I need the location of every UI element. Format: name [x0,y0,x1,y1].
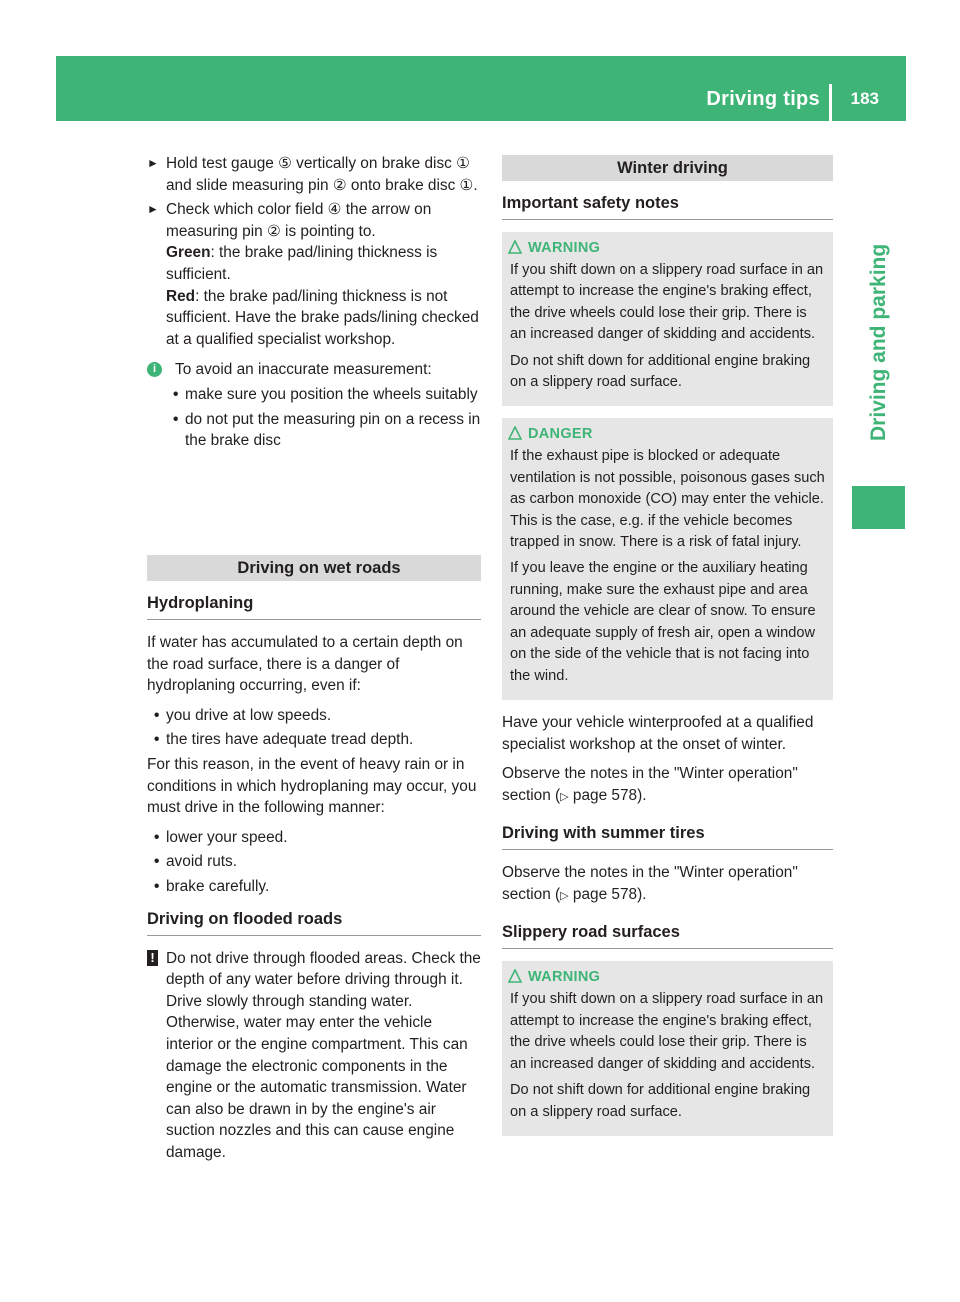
list-item-text: brake carefully. [166,877,270,895]
list-item-text: do not put the measuring pin on a recess in the brake disc [185,410,481,450]
heading-hydroplaning: Hydroplaning [147,592,481,620]
page-ref-link[interactable]: page 578). [568,786,647,804]
summer-ref [502,862,833,907]
green-note [147,242,481,285]
winterproof-text: Have your vehicle winterproofed at a qualified specialist workshop at the onset of winter. [502,713,814,753]
step-text: Check which color field ④ the arrow on measuring pin ② is pointing to. [166,201,432,240]
instruction-step [147,199,481,242]
danger-text: If you leave the engine or the auxiliary heating running, make sure the exhaust pipe and area around the vehicle are clear of snow. To ensure an adequate supply of fresh air, open a window on the side of the vehicle that is not facing into the wind. [510,560,816,684]
observe-text: Observe the notes in the "Winter operation" section ( [502,765,798,804]
danger-title: DANGER [528,426,593,443]
list-item-text: avoid ruts. [166,853,238,871]
caution-text: Do not drive through flooded areas. Check the depth of any water before driving through it. Drive slowly through standing water. Otherwise, water may enter the vehicle interior or the engine compartment. This can damage the electronic components in the engine or the automatic transmission. Water can also be drawn in by the engine's air suction nozzles and this can cause engine damage. [166,949,481,1161]
page-ref-arrow-icon: ▷ [560,889,569,902]
list-item: • brake carefully. [154,877,270,895]
page-ref-link[interactable]: page 578). [568,885,647,903]
page-title: Driving tips [706,88,820,110]
left-column-lower [147,555,481,1163]
red-text: : the brake pad/lining thickness is not sufficient. Have the brake pads/lining checked at a qualified specialist workshop. [166,287,479,348]
info-icon: i [147,362,162,377]
list-item: • lower your speed. [154,828,288,846]
caution-note [147,948,481,1164]
green-label: Green [166,244,211,262]
info-note [147,359,481,451]
section-title-winter: Winter driving [502,155,833,181]
warning-title: WARNING [528,240,601,256]
hydroplaning-text: For this reason, in the event of heavy rain or in conditions in which hydroplaning may occur, you must drive in the following manner: [147,755,477,817]
warning-text: If you shift down on a slippery road surface in an attempt to increase the engine's braking effect, the drive wheels could lose their grip. There is an increased danger of skidding and accidents. [510,262,824,343]
warning-heading [510,238,825,258]
danger-heading [510,424,825,444]
green-text: : the brake pad/lining thickness is sufficient. [166,244,438,283]
heading-slippery-roads: Slippery road surfaces [502,921,833,949]
list-item: • the tires have adequate tread depth. [154,731,414,749]
heading-summer-tires: Driving with summer tires [502,822,833,850]
warning-triangle-icon [508,240,522,254]
left-column [147,153,481,455]
info-intro: To avoid an inaccurate measurement: [175,361,432,379]
list-item-text: you drive at low speeds. [166,706,332,724]
list-item: • do not put the measuring pin on a recess in the brake disc [173,410,481,450]
list-item: • avoid ruts. [154,853,238,871]
red-note [147,286,481,351]
list-item-text: the tires have adequate tread depth. [166,731,414,749]
warning-box [502,961,833,1135]
winter-ref [502,763,833,808]
list-item: • you drive at low speeds. [154,706,332,724]
header-separator [829,84,832,121]
list-item: • make sure you position the wheels suitably [173,385,478,403]
section-title-wet-roads: Driving on wet roads [147,555,481,581]
instruction-step [147,153,481,196]
page-ref-arrow-icon: ▷ [560,790,569,803]
page-number: 183 [850,89,879,108]
section-side-label: Driving and parking [867,243,890,441]
warning-triangle-icon [508,969,522,983]
step-text: Hold test gauge ⑤ vertically on brake disc ① and slide measuring pin ② onto brake disc ①. [166,155,478,194]
exclamation-icon: ! [147,950,158,966]
side-tab-marker [852,486,905,529]
danger-text: If the exhaust pipe is blocked or adequate ventilation is not possible, poisonous gases such as carbon monoxide (CO) may enter the vehicle. This is the case, e.g. if the vehicle becomes trapped in snow. There is a risk of fatal injury. [510,448,825,551]
warning-box [502,232,833,406]
warning-title: WARNING [528,969,601,986]
red-label: Red [166,287,196,305]
warning-heading [510,967,825,987]
hydroplaning-intro: If water has accumulated to a certain depth on the road surface, there is a danger of hydroplaning occurring, even if: [147,634,463,695]
heading-flooded-roads: Driving on flooded roads [147,908,481,936]
danger-box [502,418,833,699]
list-item-text: lower your speed. [166,828,288,846]
warning-triangle-icon [508,426,522,440]
observe-text: Observe the notes in the "Winter operation" section ( [502,864,798,903]
arrow-icon: ► [147,156,159,170]
right-column [502,155,833,1148]
header-bar [56,56,906,121]
warning-text: Do not shift down for additional engine braking on a slippery road surface. [510,1082,811,1120]
warning-text: Do not shift down for additional engine braking on a slippery road surface. [510,352,811,391]
heading-safety-notes: Important safety notes [502,192,833,220]
list-item-text: make sure you position the wheels suitably [185,385,478,403]
arrow-icon: ► [147,202,159,217]
warning-text: If you shift down on a slippery road surface in an attempt to increase the engine's braking effect, the drive wheels could lose their grip. There is an increased danger of skidding and accidents. [510,991,824,1072]
